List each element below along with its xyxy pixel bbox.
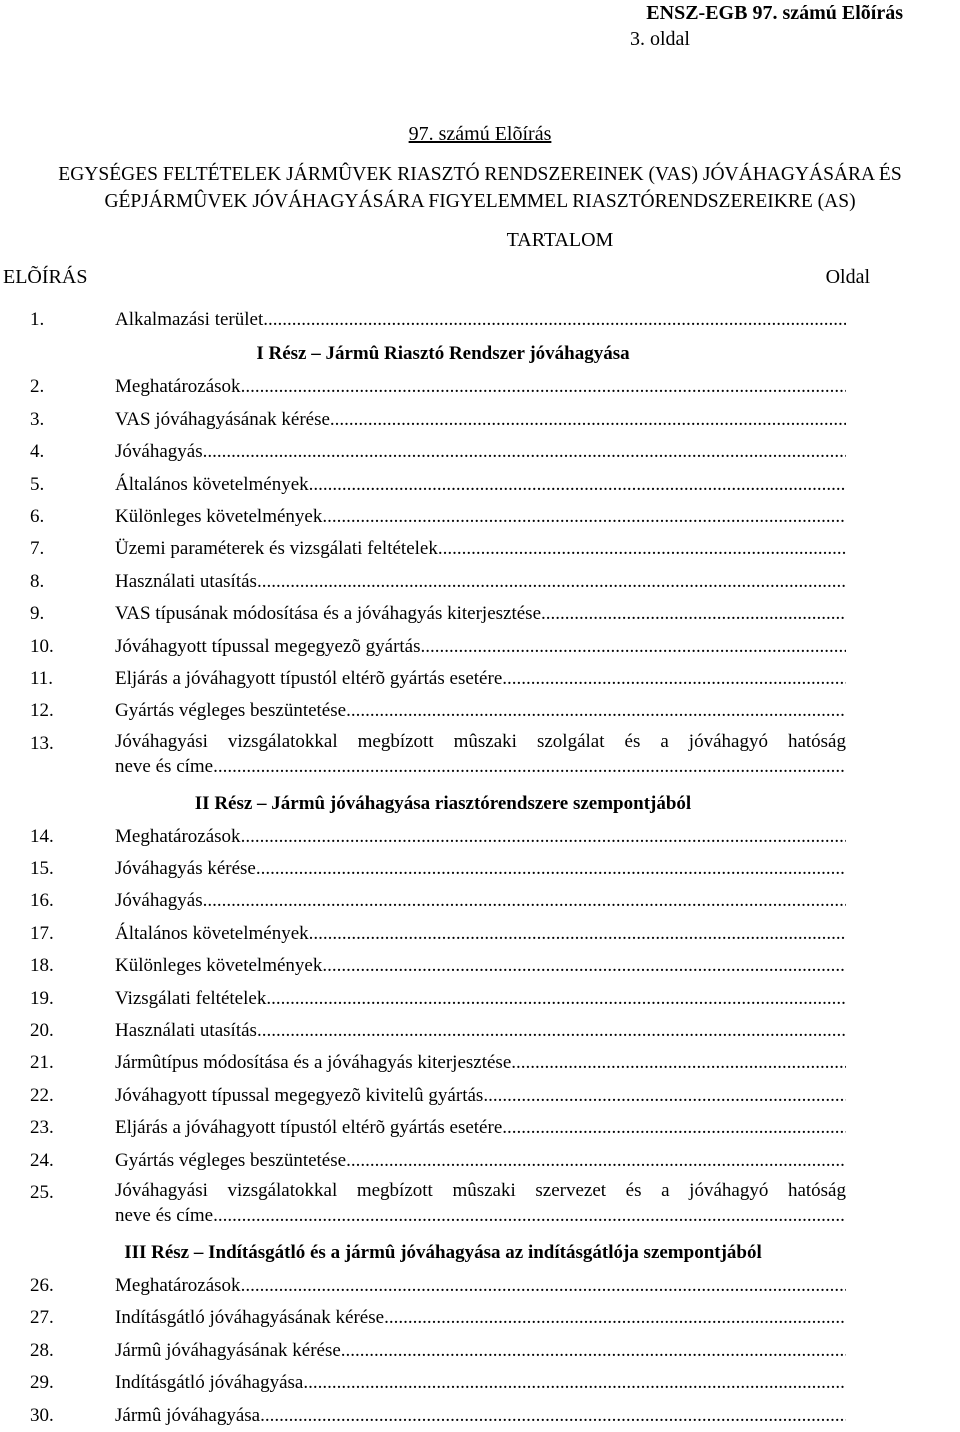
toc-entry-label: Jármû jóváhagyása [115, 1404, 261, 1426]
toc-entry-label: Általános követelmények [115, 922, 309, 944]
toc-entry [30, 533, 846, 565]
dot-leader [483, 1080, 846, 1112]
dot-leader [502, 663, 846, 695]
toc-entry-label: Jóváhagyott típussal megegyezõ kivitelû gyártás [115, 1084, 484, 1106]
toc-entry [30, 1335, 846, 1367]
toc-entry [30, 1112, 846, 1144]
toc-entry-number: 17. [30, 922, 54, 944]
dot-leader [203, 885, 846, 917]
toc-entry-label: Jóváhagyási vizsgálatokkal megbízott mûszaki szolgálat és a jóváhagyó hatóság [115, 730, 846, 752]
toc-entry-number: 16. [30, 890, 54, 912]
main-title-line-1: EGYSÉGES FELTÉTELEK JÁRMÛVEK RIASZTÓ RENDSZEREINEK (VAS) JÓVÁHAGYÁSÁRA ÉS [58, 164, 902, 185]
dot-leader [384, 1302, 846, 1334]
dot-leader [309, 918, 846, 950]
toc-entry-number: 29. [30, 1372, 54, 1394]
contents-heading: TARTALOM [506, 229, 614, 251]
dot-leader [241, 821, 846, 853]
toc-entry [30, 728, 846, 786]
dot-leader [502, 1112, 846, 1144]
dot-leader [213, 753, 846, 781]
toc-entry-label: Különleges követelmények [115, 505, 323, 527]
toc-entry-label: Jármûtípus módosítása és a jóváhagyás kiterjesztése [115, 1052, 512, 1074]
toc-part-heading: II Rész – Jármû jóváhagyása riasztórendszere szempontjából [194, 792, 692, 814]
toc-entry-label: Meghatározások [115, 376, 241, 398]
dot-leader [241, 1270, 846, 1302]
toc-entry [30, 566, 846, 598]
dot-leader [421, 631, 846, 663]
toc-entry-label-continued [115, 753, 846, 781]
toc-entry-label: Gyártás végleges beszüntetése [115, 700, 347, 722]
toc-entry-number: 1. [30, 309, 45, 330]
toc-entry [30, 469, 846, 501]
toc-entry-label: Általános követelmények [115, 473, 309, 495]
toc-entry [30, 1145, 846, 1177]
toc-entry [30, 1080, 846, 1112]
dot-leader [541, 598, 846, 630]
toc-entry-number: 24. [30, 1149, 54, 1171]
toc-entry-label: Üzemi paraméterek és vizsgálati feltételek [115, 538, 438, 560]
toc-entry-label: Használati utasítás [115, 570, 257, 592]
toc-entry [30, 1177, 846, 1235]
toc-entry [30, 631, 846, 663]
dot-leader [256, 853, 846, 885]
toc-entry-number: 12. [30, 700, 54, 722]
toc-entry [30, 1270, 846, 1302]
toc-entry-label-continued [115, 1202, 846, 1230]
column-heading-page: Oldal [825, 266, 870, 288]
dot-leader [309, 469, 846, 501]
toc-entry [30, 663, 846, 695]
toc-entry-label: Eljárás a jóváhagyott típustól eltérõ gyártás esetére [115, 667, 503, 689]
toc-entry [30, 1367, 846, 1399]
toc-entry-label: Használati utasítás [115, 1020, 257, 1042]
dot-leader [303, 1367, 846, 1399]
toc-entry-label: Indításgátló jóváhagyása [115, 1372, 304, 1394]
dot-leader [322, 501, 846, 533]
toc-entry-number: 13. [30, 732, 54, 754]
toc-entry [30, 853, 846, 885]
toc-entry-label: Indításgátló jóváhagyásának kérése [115, 1307, 385, 1329]
toc-entry [30, 695, 846, 727]
toc-entry [30, 436, 846, 468]
toc-entry-number: 26. [30, 1274, 54, 1296]
toc-entry-label: Meghatározások [115, 1274, 241, 1296]
dot-leader [346, 1145, 846, 1177]
toc-entry-number: 5. [30, 473, 45, 495]
toc-entry-number: 23. [30, 1117, 54, 1139]
dot-leader [241, 371, 846, 403]
toc-entry-number: 8. [30, 570, 45, 592]
toc-entry [30, 983, 846, 1015]
toc-entry-number: 19. [30, 987, 54, 1009]
toc-entry-number: 18. [30, 955, 54, 977]
dot-leader [257, 1015, 846, 1047]
dot-leader [260, 1400, 846, 1432]
toc-entry [30, 950, 846, 982]
toc-entry-number: 4. [30, 441, 45, 463]
toc-entry-number: 6. [30, 505, 45, 527]
column-heading-section: ELÕÍRÁS [3, 266, 88, 288]
toc-part-heading: III Rész – Indításgátló és a jármû jóváhagyása az indításgátlója szempontjából [124, 1241, 762, 1263]
toc-entry-label: VAS típusának módosítása és a jóváhagyás kiterjesztése [115, 603, 541, 625]
toc-entry [30, 371, 846, 403]
toc-entry-number: 3. [30, 408, 45, 430]
toc-entry [30, 598, 846, 630]
toc-entry-number: 11. [30, 667, 54, 689]
toc-entry-number: 7. [30, 538, 45, 560]
toc-entry-label: Alkalmazási terület [115, 309, 264, 330]
toc-entry [30, 821, 846, 853]
toc-entry-label: VAS jóváhagyásának kérése [115, 408, 330, 430]
header-page-number: 3. oldal [630, 28, 690, 50]
toc-entry [30, 1302, 846, 1334]
dot-leader [203, 436, 846, 468]
toc-entry-label: Vizsgálati feltételek [115, 987, 267, 1009]
toc-entry-number: 27. [30, 1307, 54, 1329]
toc-entry [30, 1400, 846, 1432]
toc-entry-label-text: neve és címe [115, 1204, 214, 1226]
toc-entry [30, 918, 846, 950]
toc-entry-number: 21. [30, 1052, 54, 1074]
toc-entry-number: 20. [30, 1020, 54, 1042]
dot-leader [322, 950, 846, 982]
toc-entry [30, 885, 846, 917]
regulation-number: 97. számú Elõírás [408, 123, 552, 145]
toc-entry-label: Eljárás a jóváhagyott típustól eltérõ gyártás esetére [115, 1117, 503, 1139]
toc-entry [30, 304, 846, 336]
dot-leader [341, 1335, 846, 1367]
toc-entry-number: 2. [30, 376, 45, 398]
toc-entry-label: Jóváhagyás [115, 441, 203, 463]
toc-entry-label: Jóváhagyott típussal megegyezõ gyártás [115, 635, 421, 657]
toc-entry-label: Meghatározások [115, 825, 241, 847]
toc-entry-label: Jóváhagyás kérése [115, 858, 256, 880]
dot-leader [257, 566, 846, 598]
toc-entry [30, 404, 846, 436]
toc-entry-label: Különleges követelmények [115, 955, 323, 977]
toc-part-heading: I Rész – Jármû Riasztó Rendszer jóváhagyása [256, 343, 630, 365]
dot-leader [266, 983, 846, 1015]
dot-leader [263, 304, 846, 336]
toc-entry [30, 1047, 846, 1079]
toc-entry-number: 25. [30, 1181, 54, 1203]
toc-entry [30, 1015, 846, 1047]
toc-entry-number: 15. [30, 858, 54, 880]
table-of-contents [30, 304, 846, 1432]
toc-entry-number: 14. [30, 825, 54, 847]
dot-leader [511, 1047, 846, 1079]
toc-entry-label: Jóváhagyási vizsgálatokkal megbízott mûszaki szervezet és a jóváhagyó hatóság [115, 1179, 846, 1201]
toc-entry-number: 30. [30, 1404, 54, 1426]
main-title-line-2: GÉPJÁRMÛVEK JÓVÁHAGYÁSÁRA FIGYELEMMEL RIASZTÓRENDSZEREIKRE (AS) [104, 191, 856, 212]
toc-entry-number: 10. [30, 635, 54, 657]
dot-leader [213, 1202, 846, 1230]
toc-entry-number: 22. [30, 1084, 54, 1106]
toc-entry-label: Jóváhagyás [115, 890, 203, 912]
toc-entry-label: Gyártás végleges beszüntetése [115, 1149, 347, 1171]
toc-entry-number: 28. [30, 1339, 54, 1361]
dot-leader [330, 404, 846, 436]
dot-leader [438, 533, 846, 565]
toc-entry-number: 9. [30, 603, 45, 625]
toc-entry-label-text: neve és címe [115, 755, 214, 777]
dot-leader [346, 695, 846, 727]
header-title: ENSZ-EGB 97. számú Elõírás [646, 2, 903, 24]
toc-entry-label: Jármû jóváhagyásának kérése [115, 1339, 341, 1361]
toc-entry [30, 501, 846, 533]
